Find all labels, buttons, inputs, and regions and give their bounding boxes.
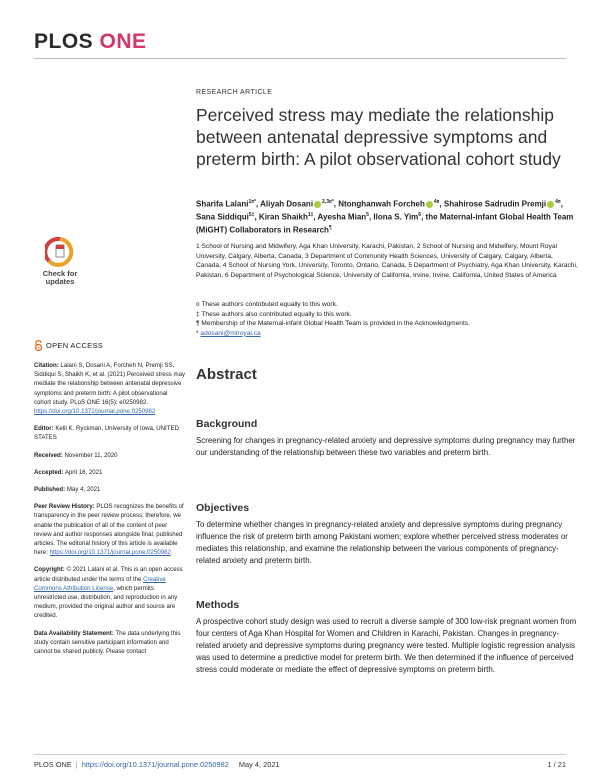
orcid-icon[interactable] <box>547 201 554 208</box>
orcid-icon[interactable] <box>426 201 433 208</box>
author-affiliation-marker: 5‡ <box>248 212 255 219</box>
author-affiliation-marker: 5 <box>366 212 369 219</box>
author-name[interactable]: Ntonghanwah Forcheh <box>338 199 425 209</box>
author-separator: , <box>368 212 374 222</box>
methods-heading: Methods <box>196 599 240 611</box>
corresponding-email-link[interactable]: adosani@mtroyal.ca <box>200 329 261 337</box>
author-separator: , <box>333 199 339 209</box>
published-label: Published: <box>34 486 66 494</box>
footer-separator <box>233 760 235 769</box>
orcid-icon[interactable] <box>314 201 321 208</box>
peer-review-text: PLOS recognizes the benefits of transparency in the peer review process; therefore, we enable the publication of all of the content of peer review and author responses alongside final, published articles. The editorial history of this article is available here: <box>34 503 184 557</box>
methods-text: A prospective cohort study design was used to recruit a diverse sample of 300 low-risk pregnant women from four centers of Aga Khan Hospital for Women and Children in Karachi, Pakistan. Changes in pregnancy-related anxiety and depressive symptoms during pregnancy were tested. Multiple logistic regression analysis was used to determine a predictive model for preterm birth. We then determined if the influence of perceived stress could moderate or mediate the effect of depressive symptoms on preterm birth. <box>196 617 577 675</box>
author-name[interactable]: Sana Siddiqui <box>196 212 249 222</box>
author-separator: , <box>421 212 426 222</box>
editor-block <box>34 424 186 442</box>
author-list <box>196 197 576 236</box>
accepted-label: Accepted: <box>34 468 64 476</box>
data-availability-label: Data Availability Statement: <box>34 629 114 637</box>
citation-doi-link[interactable]: https://doi.org/10.1371/journal.pone.0250982 <box>34 408 156 416</box>
author-separator: , <box>254 212 259 222</box>
methods-section <box>196 599 580 676</box>
published-date: May 4, 2021 <box>66 486 101 494</box>
article-type: RESEARCH ARTICLE <box>196 89 273 96</box>
author-name[interactable]: Sharifa Lalani <box>196 199 249 209</box>
received-date: November 11, 2020 <box>64 451 118 459</box>
abstract-heading: Abstract <box>196 366 257 383</box>
data-availability-block <box>34 629 186 657</box>
author-separator: , <box>439 199 444 209</box>
author-affiliation-marker: 1¤* <box>248 199 256 205</box>
citation-block <box>34 361 186 416</box>
logo-one: ONE <box>99 30 147 53</box>
open-lock-icon <box>34 340 43 351</box>
received-block <box>34 451 186 460</box>
author-separator: , <box>560 199 563 209</box>
peer-review-link[interactable]: https://doi.org/10.1371/journal.pone.0250982 <box>49 549 171 557</box>
published-block <box>34 485 186 494</box>
background-text: Screening for changes in pregnancy-related anxiety and depressive symptoms during pregnancy may further our understanding of the relationship between these two variables and preterm birth. <box>196 436 576 458</box>
citation-label: Citation: <box>34 362 59 369</box>
copyright-block <box>34 565 186 620</box>
author-name[interactable]: the Maternal-infant Global Health Team (MiGHT) Collaborators in Research <box>196 212 574 235</box>
email-marker: * <box>196 329 199 337</box>
author-affiliation-marker: 6 <box>418 212 422 219</box>
header-divider <box>34 58 566 59</box>
background-heading: Background <box>196 418 258 430</box>
author-name[interactable]: Aliyah Dosani <box>260 199 314 209</box>
cc-license-link[interactable]: Creative Commons Attribution License <box>34 575 166 592</box>
editor-label: Editor: <box>34 425 54 433</box>
accepted-date: April 16, 2021 <box>64 468 103 476</box>
author-name[interactable]: Shahirose Sadrudin Premji <box>443 199 547 209</box>
peer-review-block <box>34 502 186 557</box>
footer-page-number: 1 / 21 <box>547 760 566 769</box>
objectives-heading: Objectives <box>196 502 250 514</box>
note-membership: ¶ Membership of the Maternal-infant Global Health Team is provided in the Acknowledgments. <box>196 320 470 328</box>
author-name[interactable]: Kiran Shaikh <box>258 212 308 222</box>
author-name[interactable]: Ayesha Mian <box>317 212 367 222</box>
copyright-text: © 2021 Lalani et al. This is an open access article distributed under the terms of the <box>34 566 183 583</box>
editor-text: Kelli K. Ryckman, University of Iowa, UNITED STATES <box>34 425 179 442</box>
note-also-equal: ‡ These authors also contributed equally to this work. <box>196 310 352 318</box>
data-availability-text: The data underlying this study contain sensitive participant information and cannot be shared publicly. Please contact <box>34 629 181 656</box>
plos-one-logo[interactable] <box>34 30 147 54</box>
note-equal: ¤ These authors contributed equally to this work. <box>196 301 338 308</box>
peer-review-label: Peer Review History: <box>34 503 95 511</box>
page-footer <box>34 760 566 769</box>
footer-doi-link[interactable]: https://doi.org/10.1371/journal.pone.0250982 <box>81 760 229 769</box>
affiliations: 1 School of Nursing and Midwifery, Aga Khan University, Karachi, Pakistan, 2 School of Nursing and Midwifery, Mount Royal University, Calgary, Alberta, Canada, 3 Department of Community Health Sciences, University of Calgary, Calgary, Alberta, Canada, 4 School of Nursing York, University, Toronto, Ontario, Canada, 5 Department of Psychiatry, Aga Khan University, Karachi, Pakistan, 6 Department of Psychological Science, University of California, Irvine, Irvine, California, United States of America <box>196 243 578 279</box>
check-updates-line1: Check for <box>42 269 78 278</box>
received-label: Received: <box>34 451 63 459</box>
objectives-section <box>196 502 580 567</box>
author-name[interactable]: Ilona S. Yim <box>373 212 419 222</box>
author-affiliation-marker: 1‡ <box>307 212 314 219</box>
background-section <box>196 418 580 459</box>
author-affiliation-marker: 4¤ <box>555 199 561 205</box>
footer-journal: PLOS ONE <box>34 760 72 769</box>
author-separator: , <box>313 212 318 222</box>
article-info-sidebar <box>34 340 186 664</box>
logo-plos: PLOS <box>34 30 94 53</box>
author-affiliation-marker: ¶ <box>328 225 332 232</box>
objectives-text: To determine whether changes in pregnancy-related anxiety and depressive symptoms during pregnancy influence the risk of preterm birth among Pakistani women; explore whether perceived stress moderates or mediates this relationship, and examine the relationship between the various components of pregnancy-related anxiety and preterm birth. <box>196 520 568 566</box>
author-notes <box>196 300 578 338</box>
author-affiliation-marker: 4¤ <box>433 199 440 205</box>
article-title: Perceived stress may mediate the relationship between antenatal depressive symptoms and preterm birth: A pilot observational cohort study <box>196 105 561 169</box>
copyright-text-end: , which permits unrestricted use, distribution, and reproduction in any medium, provided the original author and source are credited. <box>34 584 178 620</box>
footer-divider <box>34 754 566 755</box>
footer-separator: | <box>75 760 78 769</box>
author-affiliation-marker: 2,3¤* <box>322 199 334 205</box>
check-for-updates-badge[interactable] <box>35 237 85 289</box>
check-updates-icon <box>45 237 75 269</box>
copyright-label: Copyright: <box>34 566 65 574</box>
corresponding-email-line <box>196 329 578 339</box>
open-access-label: OPEN ACCESS <box>46 340 104 350</box>
citation-text: Lalani S, Dosani A, Forcheh N, Premji SS, Siddiqui S, Shaikh K, et al. (2021) Perceived stress may mediate the relationship between antenatal depressive symptoms and preterm birth: A pilot observational cohort study. PLoS ONE 16(5): e0250982. <box>34 362 186 406</box>
author-separator: , <box>255 199 261 209</box>
accepted-block <box>34 468 186 477</box>
open-access-badge <box>34 340 186 351</box>
check-updates-line2: updates <box>45 277 75 286</box>
footer-date: May 4, 2021 <box>238 760 280 769</box>
